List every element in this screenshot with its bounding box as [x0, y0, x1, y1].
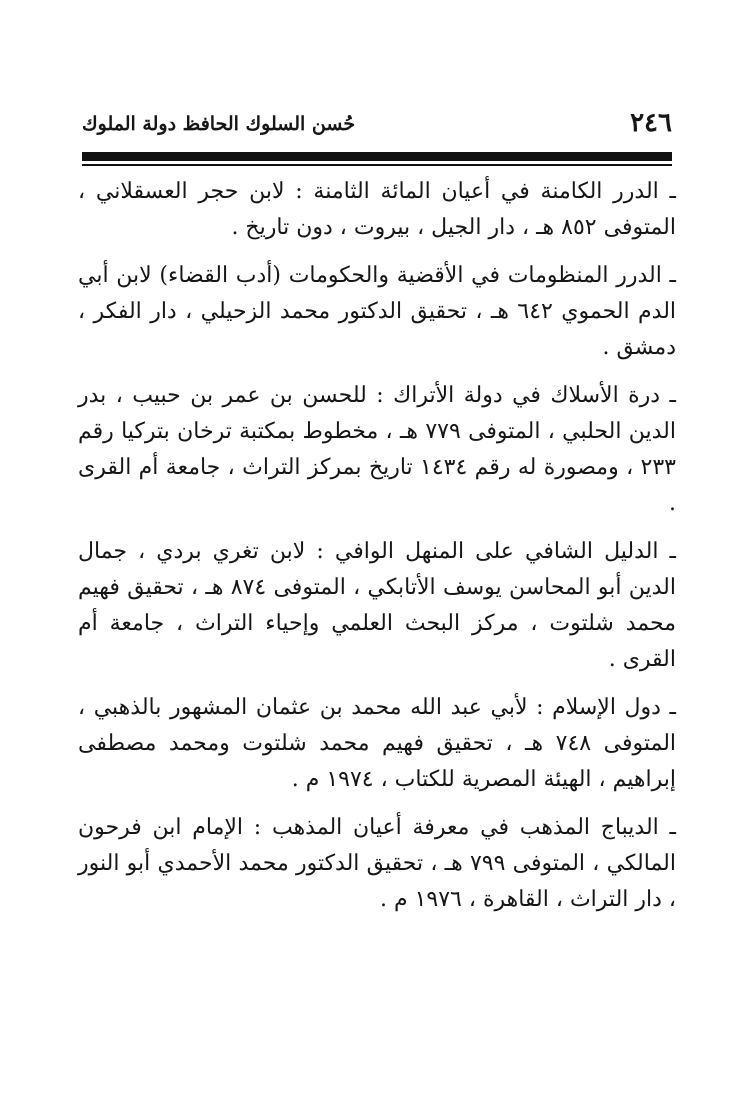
- entry-text: ـ الدرر الكامنة في أعيان المائة الثامنة : لابن حجر العسقلاني ، المتوفى ٨٥٢ هـ ، دار الجيل ، بيروت ، دون تاريخ .: [78, 179, 676, 240]
- entry-text: ـ الديباج المذهب في معرفة أعيان المذهب : الإمام ابن فرحون المالكي ، المتوفى ٧٩٩ هـ ، تحقيق الدكتور محمد الأحمدي أبو النور ، دار التراث ، القاهرة ، ١٩٧٦ م .: [78, 815, 676, 912]
- entry-text: ـ دول الإسلام : لأبي عبد الله محمد بن عثمان المشهور بالذهبي ، المتوفى ٧٤٨ هـ ، تحقيق فهيم محمد شلتوت ومحمد مصطفى إبراهيم ، الهيئة المصرية للكتاب ، ١٩٧٤ م .: [78, 695, 677, 792]
- entry-text: ـ الدرر المنظومات في الأقضية والحكومات (أدب القضاء) لابن أبي الدم الحموي ٦٤٢ هـ ، تحقيق الدكتور محمد الزحيلي ، دار الفكر ، دمشق .: [78, 263, 677, 360]
- bibliography-entry: [78, 534, 676, 678]
- page-number: ٢٤٦: [630, 108, 672, 138]
- bibliography-entry: [78, 378, 676, 522]
- bibliography-entry: [78, 174, 676, 246]
- page-header: [82, 108, 672, 144]
- bibliography-entry: [78, 810, 676, 918]
- entry-text: ـ درة الأسلاك في دولة الأتراك : للحسن بن عمر بن حبيب ، بدر الدين الحلبي ، المتوفى ٧٧٩ هـ ، مخطوط بمكتبة ترخان بتركيا رقم ٢٣٣ ، ومصورة له رقم ١٤٣٤ تاريخ بمركز التراث ، جامعة أم القرى .: [78, 383, 676, 516]
- bibliography-entry: [78, 258, 676, 366]
- header-rule-thick: [82, 152, 672, 161]
- running-title: حُسن السلوك الحافظ دولة الملوك: [82, 113, 356, 135]
- bibliography-list: [78, 174, 676, 930]
- entry-text: ـ الدليل الشافي على المنهل الوافي : لابن تغري بردي ، جمال الدين أبو المحاسن يوسف الأتابكي ، المتوفى ٨٧٤ هـ ، تحقيق فهيم محمد شلتوت ، مركز البحث العلمي وإحياء التراث ، جامعة أم القرى .: [78, 539, 676, 672]
- bibliography-entry: [78, 690, 676, 798]
- header-rule-thin: [82, 164, 672, 166]
